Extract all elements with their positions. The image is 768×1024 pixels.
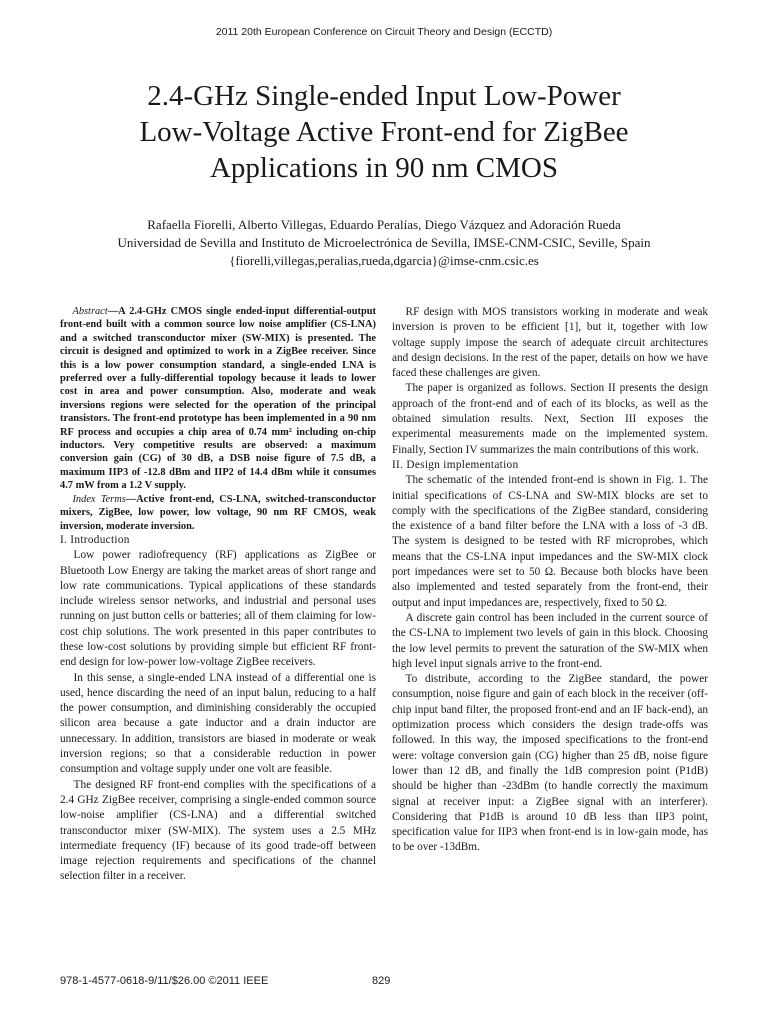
intro-paragraph-5: The paper is organized as follows. Section II presents the design approach of the front-end and of each of its blocks, as well as the obtained simulation results. Next, Section III exposes the experimental measurements made on the implemented system. Finally, Section IV summarizes the main contributions of this work. [392, 382, 708, 456]
abstract [60, 305, 376, 493]
index-terms-label: Index Terms [72, 493, 126, 505]
paper-title [60, 78, 708, 186]
design-paragraph-1: The schematic of the intended front-end is shown in Fig. 1. The initial specifications of CS-LNA and SW-MIX blocks are set to comply with the specifications of the ZigBee standard, considering the existence of a band filter before the LNA with a loss of -3 dB. The system is designed to be tested with RF microprobes, which means that the CS-LNA input impedances and the SW-MIX clock port impedances were set to 50 Ω. Because both blocks have been also implemented and tested separately from the front-end, their output and input impedances are, respectively, fixed to 50 Ω. [392, 474, 708, 609]
conference-header: 2011 20th European Conference on Circuit Theory and Design (ECCTD) [215, 26, 553, 38]
abstract-label: Abstract [72, 306, 108, 317]
section-heading-design: II. Design implementation [392, 458, 519, 471]
index-terms [60, 493, 376, 533]
intro-paragraph-3: The designed RF front-end complies with the specifications of a 2.4 GHz ZigBee receiver, comprising a single-ended common source low-noise amplifier (CS-LNA) and a differential switched transconductor mixer (SW-MIX). The system uses a 2.5 MHz intermediate frequency (IF) because of its good trade-off between image rejection requirements and specifications of the channel selection filter in a receiver. [60, 778, 376, 883]
page-number: 829 [372, 975, 391, 987]
author-names: Rafaella Fiorelli, Alberto Villegas, Eduardo Peralías, Diego Vázquez and Adoración Rueda [147, 217, 621, 232]
author-email: {fiorelli,villegas,peralias,rueda,dgarcia}@imse-cnm.csic.es [229, 253, 539, 268]
title-line-2: Low-Voltage Active Front-end for ZigBee [139, 116, 629, 148]
title-line-1: 2.4-GHz Single-ended Input Low-Power [147, 80, 621, 112]
right-column [392, 305, 708, 856]
left-column [60, 305, 376, 885]
section-heading-introduction: I. Introduction [60, 533, 130, 546]
title-line-3: Applications in 90 nm CMOS [209, 152, 558, 184]
intro-paragraph-4: RF design with MOS transistors working in moderate and weak inversion is proven to be efficient [1], but it, together with low voltage supply impose the search of adequate circuit architectures and design decisions. In the rest of the paper, details on how we have faced these challenges are given. [392, 306, 708, 380]
author-block [30, 216, 738, 270]
intro-paragraph-2: In this sense, a single-ended LNA instead of a differential one is used, hence discarding the need of an input balun, reducing to a half the power consumption, and diminishing considerably the occupied silicon area because a gate inductor and a drain inductor are unnecessary. In addition, transistors are biased in moderate or weak inversion regions; so that a considerable reduction in power consumption and voltage supply under one volt are feasible. [60, 671, 376, 776]
design-paragraph-3: To distribute, according to the ZigBee standard, the power consumption, noise figure and gain of each block in the receiver (off-chip input band filter, the proposed front-end and an IF back-end), an optimization process which considers the design trade-offs was followed. In this way, the imposed specifications to the front-end were: voltage conversion gain (CG) higher than 25 dB, noise figure lower than 12 dB, and finally the 1dB compresion point (P1dB) should be higher than -23dBm (to handle correctly the maximum signal at receiver input: a ZigBee signal with an interferer). Considering that P1dB is around 10 dB less than IIP3 point, specification value for IIP3 when front-end is in low-gain mode, has to be over -13dBm. [392, 673, 708, 854]
intro-paragraph-1: Low power radiofrequency (RF) applications as ZigBee or Bluetooth Low Energy are taking the market areas of short range and low rate communications. Typical applications of these standards include wireless sensor networks, and industrial and personal uses running on just button cells or batteries; all of them claiming for low-cost chip solutions. The work presented in this paper contributes to these low-cost solutions by providing simple but efficient RF front-end design for low-power low-voltage ZigBee receivers. [60, 549, 376, 669]
abstract-text: —A 2.4-GHz CMOS single ended-input differential-output front-end built with a common source low noise amplifier (CS-LNA) and a switched transconductor mixer (SW-MIX) is presented. The circuit is designed and optimized to work in a ZigBee receiver. Since this is a low power consumption standard, a single-ended LNA is preferred over a fully-differential topology because it leads to lower cost in area and power consumption. Also, moderate and weak inversions regions were selected for the operation of the principal transistors. The front-end prototype has been implemented in a 90 nm RF process and occupies a chip area of 0.74 mm² including on-chip inductors. Very competitive results are observed: a maximum conversion gain (CG) of 30 dB, a DSB noise figure of 7.5 dB, a maximum IIP3 of -12.8 dBm and IIP2 of 14.4 dBm while it consumes 4.7 mW from a 1.2 V supply. [60, 306, 376, 492]
index-terms-text: —Active front-end, CS-LNA, switched-transconductor mixers, ZigBee, low power, low voltage, 90 nm RF CMOS, weak inversion, moderate inversion. [60, 493, 376, 532]
copyright-footer: 978-1-4577-0618-9/11/$26.00 ©2011 IEEE [60, 975, 269, 987]
design-paragraph-2: A discrete gain control has been included in the current source of the CS-LNA to implement two levels of gain in this block. Choosing the low level permits to prevent the saturation of the SW-MIX when high level input signals arrive to the front-end. [392, 611, 708, 670]
author-affiliation: Universidad de Sevilla and Instituto de Microelectrónica de Sevilla, IMSE-CNM-CSIC, Seville, Spain [117, 235, 651, 250]
